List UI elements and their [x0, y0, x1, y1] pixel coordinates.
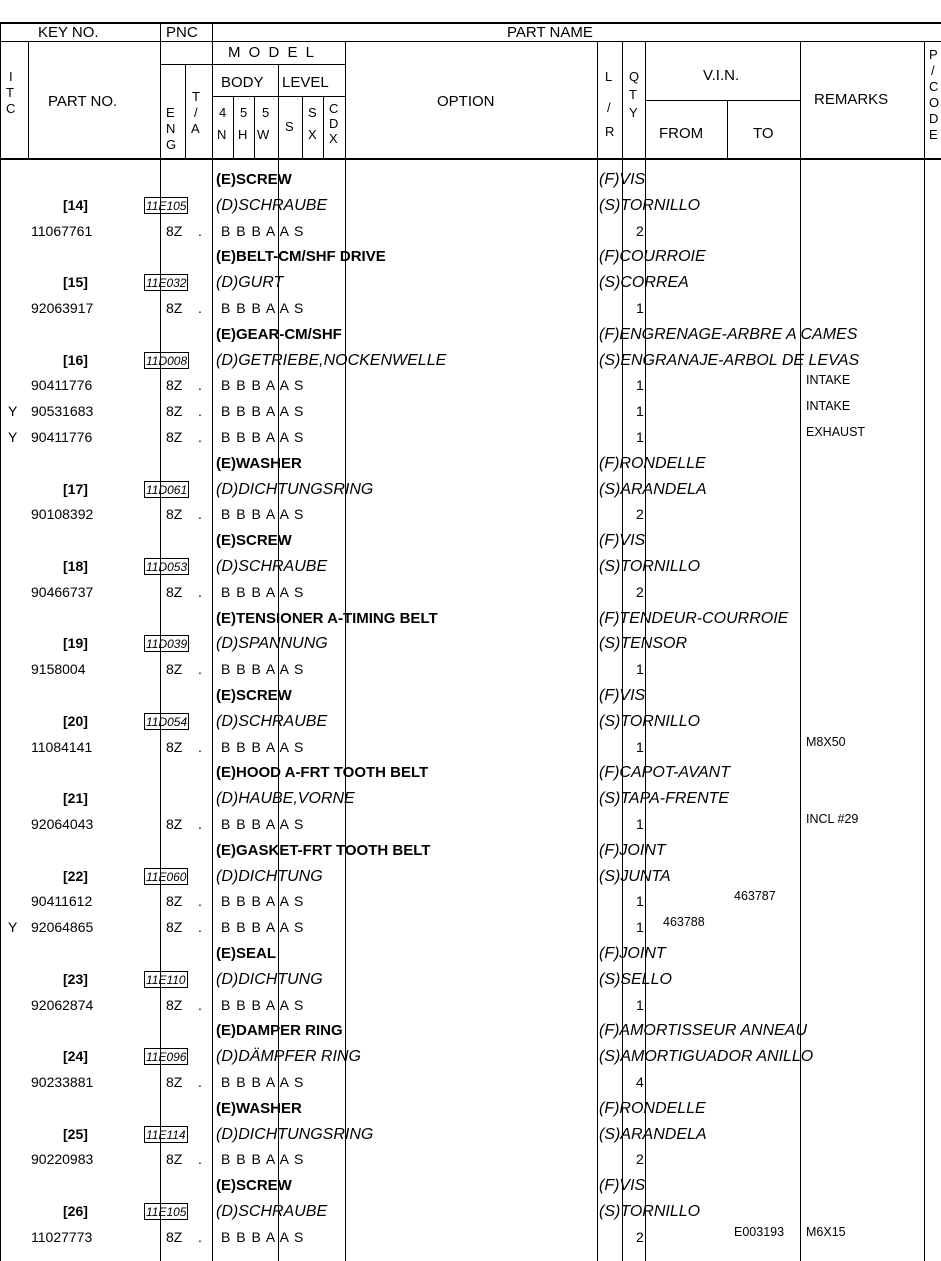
header-level-s: S [285, 119, 294, 134]
engine-code: 8Z [166, 1074, 183, 1090]
part-name-english: (E)BELT-CM/SHF DRIVE [216, 248, 386, 266]
table-top-border [0, 22, 941, 24]
part-name-french: (F)TENDEUR-COURROIE [599, 609, 789, 627]
quantity: 2 [636, 583, 644, 600]
header-level: LEVEL [282, 74, 329, 91]
pnc-code: 11D054 [146, 714, 188, 729]
header-vin-from: FROM [659, 125, 704, 142]
header-itc-i: I [9, 69, 13, 84]
header-eng-g: G [166, 137, 177, 152]
ta-code: . [198, 661, 202, 678]
header-option: OPTION [437, 93, 495, 110]
header-itc-t: T [6, 85, 14, 100]
model-codes: B B B A A S [221, 1074, 305, 1090]
header-lr-l: L [605, 69, 613, 84]
part-name-german: (D)DICHTUNGSRING [216, 1125, 374, 1143]
header-level-cdx-d: D [329, 116, 339, 131]
part-name-german: (D)SCHRAUBE [216, 196, 328, 214]
model-codes: B B B A A S [221, 506, 305, 523]
header-remarks: REMARKS [814, 91, 889, 108]
col-body2-divider [254, 96, 255, 158]
part-name-french: (F)CAPOT-AVANT [599, 764, 730, 782]
key-number: [24] [63, 1048, 88, 1065]
quantity: 1 [636, 661, 644, 678]
header-ta-a: A [191, 121, 200, 136]
header-qty-y: Y [629, 105, 638, 120]
part-name-spanish: (S)CORREA [599, 274, 689, 292]
model-divider [160, 64, 345, 65]
part-number: 90411776 [31, 429, 93, 445]
col-vin-remarks-divider [800, 41, 801, 1261]
part-name-german: (D)SCHRAUBE [216, 712, 328, 730]
header-key-no: KEY NO. [38, 24, 99, 41]
pnc-code: 11E114 [146, 1127, 186, 1142]
part-name-spanish: (S)ENGRANAJE-ARBOL DE LEVAS [599, 351, 860, 369]
part-number: 11027773 [31, 1228, 93, 1245]
header-qty-t: T [629, 87, 637, 102]
part-name-german: (D)GURT [216, 274, 284, 292]
quantity: 2 [636, 506, 644, 523]
header-ta-t: T [192, 89, 200, 104]
key-number: [22] [63, 867, 88, 884]
col-level2-divider [323, 96, 324, 158]
part-name-french: (F)AMORTISSEUR ANNEAU [599, 1022, 808, 1040]
model-codes: B B B A A S [221, 816, 305, 832]
part-name-german: (D)DICHTUNGSRING [216, 480, 374, 498]
remarks: INTAKE [806, 373, 851, 388]
part-name-french: (F)COURROIE [599, 248, 706, 266]
part-name-spanish: (S)ARANDELA [599, 1125, 707, 1143]
model-codes: B B B A A S [221, 661, 305, 678]
header-itc-c: C [6, 101, 16, 116]
part-name-german: (D)GETRIEBE,NOCKENWELLE [216, 351, 447, 369]
engine-code: 8Z [166, 403, 183, 420]
ta-code: . [198, 222, 202, 239]
ta-code: . [198, 919, 202, 936]
header-pcode-c1: C [929, 79, 939, 94]
quantity: 1 [636, 893, 644, 910]
part-name-french: (F)VIS [599, 687, 646, 704]
engine-code: 8Z [166, 583, 183, 600]
col-remarks-pcode-divider [924, 41, 925, 1261]
pnc-code: 11E105 [146, 198, 187, 213]
header-body-4: 4 [219, 105, 227, 120]
header-body-5w-w: W [257, 127, 270, 142]
pnc-code: 11E110 [146, 972, 186, 987]
model-codes: B B B A A S [221, 300, 305, 316]
ta-code: . [198, 506, 202, 523]
part-name-spanish: (S)TENSOR [599, 635, 687, 653]
key-number: [18] [63, 558, 88, 574]
itc-flag: Y [8, 403, 18, 420]
engine-code: 8Z [166, 738, 183, 755]
header-model: M O D E L [228, 44, 317, 61]
part-name-german: (D)DÄMPFER RING [216, 1048, 361, 1066]
part-name-english: (E)HOOD A-FRT TOOTH BELT [216, 764, 429, 782]
col-itc-divider [28, 41, 29, 158]
col-pnc-divider [212, 22, 213, 1261]
remarks: M8X50 [806, 734, 846, 749]
pnc-code: 11D008 [146, 353, 188, 368]
itc-flag: Y [8, 919, 18, 936]
header-body-n: N [217, 127, 227, 142]
part-name-english: (E)TENSIONER A-TIMING BELT [216, 609, 438, 627]
part-name-german: (D)HAUBE,VORNE [216, 790, 355, 808]
model-codes: B B B A A S [221, 403, 305, 420]
header-lr-r: R [605, 124, 615, 139]
engine-code: 8Z [166, 506, 183, 523]
model-codes: B B B A A S [221, 996, 305, 1013]
ta-code: . [198, 1074, 202, 1090]
part-number: 92064865 [31, 919, 94, 936]
ta-code: . [198, 429, 202, 445]
part-number: 11084141 [31, 738, 93, 755]
part-number: 90466737 [31, 583, 94, 600]
header-pnc: PNC [166, 24, 198, 41]
part-number: 90233881 [31, 1074, 94, 1090]
quantity: 2 [636, 222, 644, 239]
quantity: 1 [636, 429, 644, 445]
part-name-english: (E)WASHER [216, 454, 302, 472]
header-body: BODY [221, 74, 264, 91]
part-name-spanish: (S)TORNILLO [599, 558, 701, 575]
col-left-border [0, 22, 1, 1261]
part-name-french: (F)RONDELLE [599, 454, 706, 472]
header-eng-e: E [166, 105, 175, 120]
part-name-german: (D)DICHTUNG [216, 970, 323, 988]
part-name-english: (E)SCREW [216, 532, 292, 550]
ta-code: . [198, 403, 202, 420]
col-option-lr-divider [597, 41, 598, 1261]
pnc-code: 11E032 [146, 276, 187, 291]
pnc-code: 11D039 [146, 637, 188, 652]
part-number: 92062874 [31, 996, 94, 1013]
header-vin-to: TO [753, 125, 774, 142]
part-name-spanish: (S)ARANDELA [599, 480, 707, 498]
col-level1-divider [302, 96, 303, 158]
engine-code: 8Z [166, 919, 183, 936]
col-from-to-divider [727, 100, 728, 158]
key-number: [14] [63, 196, 88, 213]
ta-code: . [198, 996, 202, 1013]
engine-code: 8Z [166, 377, 183, 394]
quantity: 4 [636, 1074, 644, 1090]
model-codes: B B B A A S [221, 919, 305, 936]
part-name-french: (F)JOINT [599, 841, 666, 859]
part-name-english: (E)SCREW [216, 171, 292, 188]
part-name-french: (F)ENGRENAGE-ARBRE A CAMES [599, 325, 858, 343]
part-name-english: (E)GASKET-FRT TOOTH BELT [216, 841, 431, 859]
pnc-code: 11E060 [146, 869, 187, 884]
header-qty-q: Q [629, 69, 640, 84]
part-name-french: (F)VIS [599, 532, 646, 550]
vin-divider [645, 100, 800, 101]
part-name-spanish: (S)AMORTIGUADOR ANILLO [599, 1048, 814, 1066]
ta-code: . [198, 738, 202, 755]
part-name-french: (F)RONDELLE [599, 1099, 706, 1117]
part-name-spanish: (S)TAPA-FRENTE [599, 790, 730, 808]
header-part-no: PART NO. [48, 93, 118, 110]
remarks: INCL #29 [806, 812, 859, 826]
part-name-english: (E)DAMPER RING [216, 1022, 343, 1040]
model-codes: B B B A A S [221, 893, 305, 910]
engine-code: 8Z [166, 893, 183, 910]
part-name-english: (E)GEAR-CM/SHF [216, 325, 342, 343]
part-name-spanish: (S)SELLO [599, 970, 672, 988]
header-pcode-e: E [929, 127, 938, 142]
ta-code: . [198, 893, 202, 910]
part-number: 92063917 [31, 300, 94, 316]
header-level-cdx-x: X [329, 131, 338, 146]
header-level-sx-s: S [308, 105, 317, 120]
engine-code: 8Z [166, 429, 183, 445]
engine-code: 8Z [166, 1151, 183, 1168]
quantity: 1 [636, 738, 644, 755]
part-name-english: (E)SCREW [216, 1177, 292, 1195]
header-pcode-p: P [929, 47, 938, 62]
key-number: [19] [63, 635, 88, 652]
vin-from: 463788 [663, 915, 705, 930]
model-codes: B B B A A S [221, 583, 305, 600]
col-eng-divider [185, 64, 186, 158]
vin-to: E003193 [734, 1224, 785, 1239]
header-part-name: PART NAME [507, 24, 593, 41]
header-lr-slash: / [607, 100, 611, 115]
part-name-english: (E)SEAL [216, 945, 276, 962]
part-name-english: (E)WASHER [216, 1099, 302, 1117]
pnc-code: 11D053 [146, 560, 188, 574]
model-codes: B B B A A S [221, 1151, 305, 1168]
part-name-french: (F)VIS [599, 1177, 646, 1195]
model-codes: B B B A A S [221, 377, 305, 394]
vin-to: 463787 [734, 889, 776, 904]
part-number: 90411612 [31, 893, 93, 910]
header-level-sx-x: X [308, 127, 317, 142]
key-number: [23] [63, 970, 88, 987]
model-codes: B B B A A S [221, 222, 305, 239]
quantity: 2 [636, 1228, 644, 1245]
key-number: [15] [63, 274, 88, 291]
part-name-spanish: (S)TORNILLO [599, 712, 701, 730]
engine-code: 8Z [166, 996, 183, 1013]
quantity: 1 [636, 919, 644, 936]
key-number: [17] [63, 480, 88, 497]
part-name-spanish: (S)TORNILLO [599, 1203, 701, 1220]
ta-code: . [198, 300, 202, 316]
key-number: [25] [63, 1125, 88, 1142]
part-number: 90108392 [31, 506, 94, 523]
part-number: 90411776 [31, 377, 93, 394]
part-name-german: (D)SPANNUNG [216, 635, 328, 653]
engine-code: 8Z [166, 661, 183, 678]
pnc-code: 11E096 [146, 1050, 187, 1065]
engine-code: 8Z [166, 222, 183, 239]
part-number: 11067761 [31, 222, 93, 239]
header-pcode-d: D [929, 111, 939, 126]
header-ta-slash: / [194, 105, 198, 120]
part-name-german: (D)SCHRAUBE [216, 558, 328, 575]
part-name-french: (F)VIS [599, 171, 646, 188]
remarks: M6X15 [806, 1224, 846, 1239]
header-body-5h-5: 5 [240, 105, 248, 120]
part-name-spanish: (S)JUNTA [599, 867, 671, 885]
model-codes: B B B A A S [221, 738, 305, 755]
ta-code: . [198, 816, 202, 832]
col-body1-divider [233, 96, 234, 158]
quantity: 1 [636, 377, 644, 394]
quantity: 1 [636, 816, 644, 832]
remarks: EXHAUST [806, 425, 866, 439]
part-name-german: (D)SCHRAUBE [216, 1203, 328, 1220]
part-number: 92064043 [31, 816, 94, 832]
engine-code: 8Z [166, 300, 183, 316]
key-number: [21] [63, 790, 88, 807]
header-pcode-o: O [929, 95, 940, 110]
itc-flag: Y [8, 429, 18, 445]
part-number: 90220983 [31, 1151, 94, 1168]
part-name-spanish: (S)TORNILLO [599, 196, 701, 214]
ta-code: . [198, 583, 202, 600]
key-number: [26] [63, 1203, 88, 1219]
quantity: 1 [636, 403, 644, 420]
header-eng-n: N [166, 121, 176, 136]
key-number: [16] [63, 351, 88, 368]
pnc-code: 11E105 [146, 1205, 187, 1219]
ta-code: . [198, 1228, 202, 1245]
header-vin: V.I.N. [703, 67, 740, 84]
part-name-french: (F)JOINT [599, 945, 666, 962]
part-number: 90531683 [31, 403, 94, 420]
ta-code: . [198, 377, 202, 394]
pnc-code: 11D061 [146, 482, 188, 497]
remarks: INTAKE [806, 399, 851, 414]
header-level-cdx-c: C [329, 101, 339, 116]
part-name-english: (E)SCREW [216, 687, 292, 704]
col-model-option-divider [345, 41, 346, 1261]
header-pcode-slash: / [931, 63, 935, 78]
quantity: 2 [636, 1151, 644, 1168]
key-number: [20] [63, 712, 88, 729]
header-body-5w-5: 5 [262, 105, 270, 120]
model-codes: B B B A A S [221, 1228, 305, 1245]
quantity: 1 [636, 996, 644, 1013]
model-codes: B B B A A S [221, 429, 305, 445]
part-number: 9158004 [31, 661, 86, 678]
engine-code: 8Z [166, 1228, 183, 1245]
header-body-5h-h: H [238, 127, 248, 142]
engine-code: 8Z [166, 816, 183, 832]
ta-code: . [198, 1151, 202, 1168]
quantity: 1 [636, 300, 644, 316]
part-name-german: (D)DICHTUNG [216, 867, 323, 885]
